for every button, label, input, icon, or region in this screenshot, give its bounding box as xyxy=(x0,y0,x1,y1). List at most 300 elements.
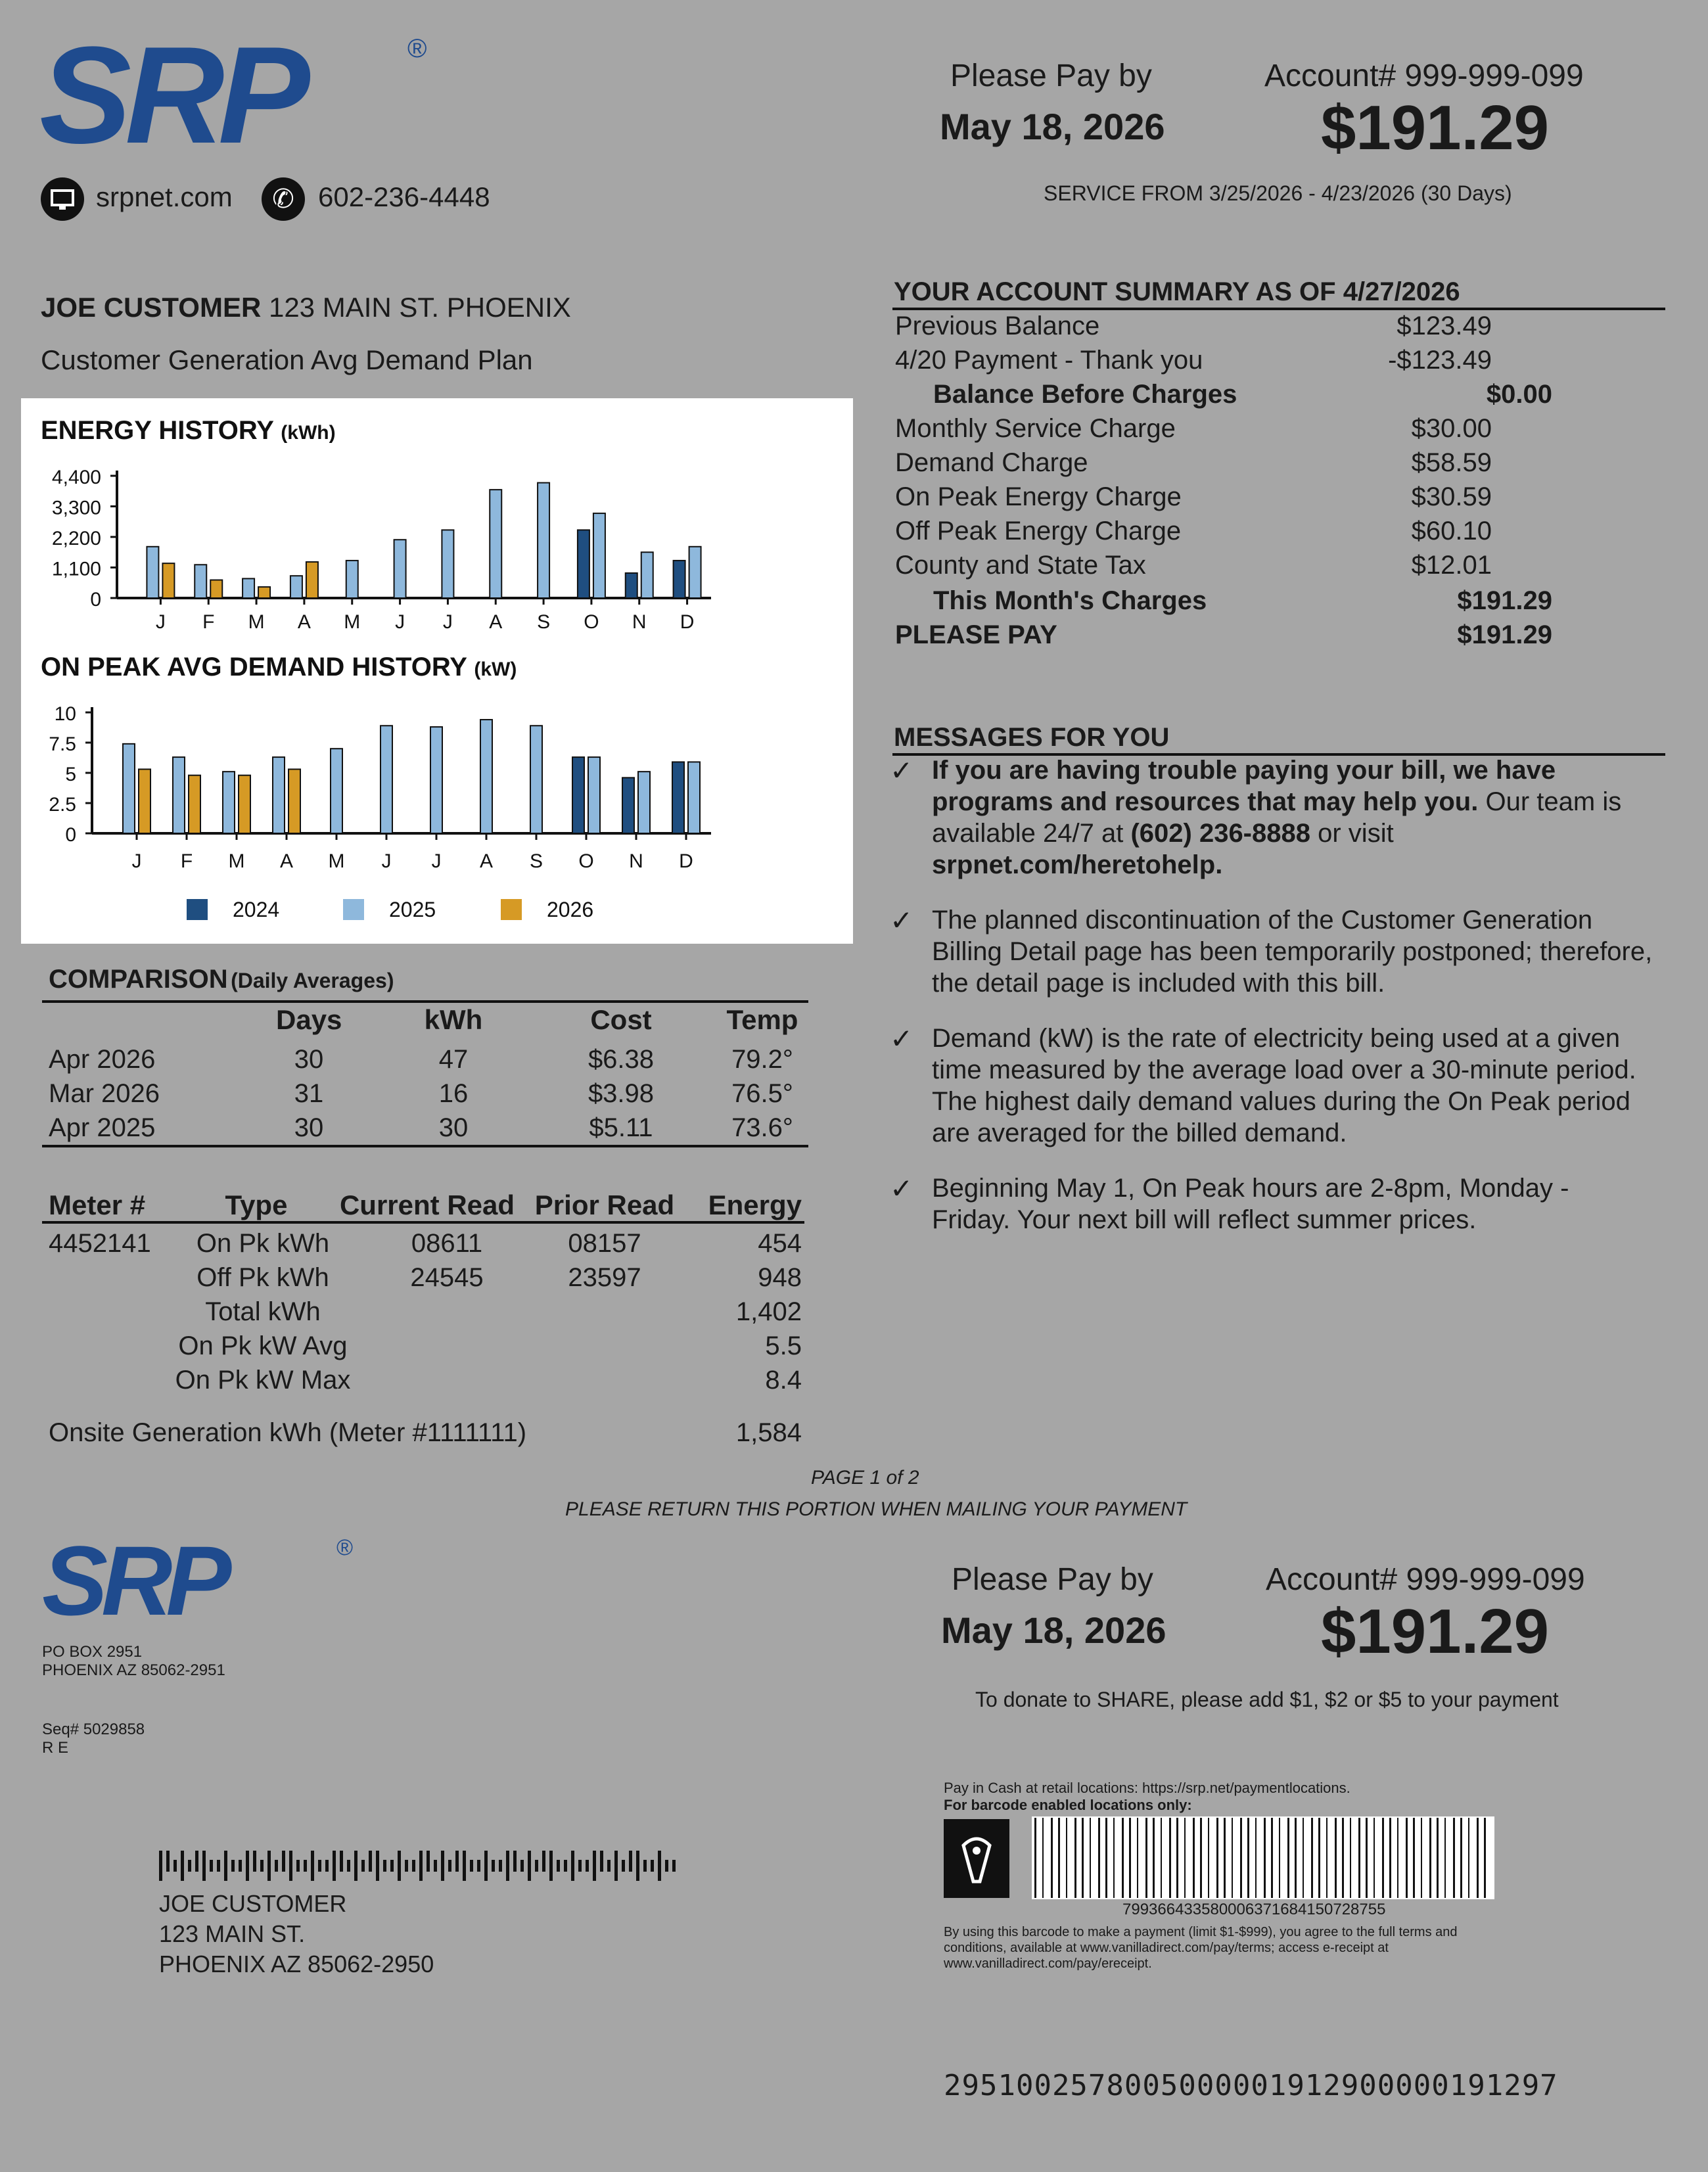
postal-bar xyxy=(173,1860,177,1872)
postal-bar xyxy=(665,1860,668,1872)
barcode-bar xyxy=(1342,1818,1344,1898)
summary-label: Previous Balance xyxy=(895,312,1100,340)
summary-value: -$123.49 xyxy=(1388,346,1492,375)
barcode-bar xyxy=(1389,1818,1391,1898)
barcode-bar xyxy=(1161,1818,1162,1898)
summary-label: PLEASE PAY xyxy=(895,620,1057,649)
comparison-top-rule xyxy=(42,1000,808,1003)
postal-bar xyxy=(542,1851,545,1872)
onsite-generation-label: Onsite Generation kWh (Meter #1111111) xyxy=(49,1418,527,1447)
barcode-bar xyxy=(1271,1818,1273,1898)
postal-bar xyxy=(513,1851,517,1872)
postal-bar xyxy=(253,1851,256,1872)
message-hardship-text: Our team is available 24/7 at xyxy=(932,787,1622,848)
summary-value: $0.00 xyxy=(1486,380,1552,409)
summary-rule xyxy=(892,308,1665,310)
barcode-bar xyxy=(1082,1818,1084,1898)
summary-value: $58.59 xyxy=(1411,448,1492,477)
postal-bar xyxy=(492,1860,495,1872)
comparison-cell: Mar 2026 xyxy=(49,1079,160,1108)
bar xyxy=(480,720,492,833)
check-icon: ✓ xyxy=(890,755,913,786)
meter-header: Prior Read xyxy=(534,1190,675,1220)
x-tick-label: J xyxy=(381,850,392,872)
check-icon: ✓ xyxy=(890,905,913,936)
ocr-scanline: 2951002578005000001912900000191297 xyxy=(944,2069,1558,2102)
comparison-cell: Apr 2025 xyxy=(49,1113,156,1142)
barcode-bar xyxy=(1066,1818,1067,1898)
postal-bar xyxy=(463,1851,466,1881)
postal-bar xyxy=(477,1860,480,1872)
barcode-bar xyxy=(1184,1818,1186,1898)
summary-label: 4/20 Payment - Thank you xyxy=(895,346,1203,375)
summary-value: $12.01 xyxy=(1411,551,1492,580)
summary-label: On Peak Energy Charge xyxy=(895,482,1182,511)
summary-value: $123.49 xyxy=(1396,312,1492,340)
postal-bar xyxy=(557,1860,560,1872)
comparison-cell: 47 xyxy=(438,1045,469,1074)
message-on-peak-hours: Beginning May 1, On Peak hours are 2-8pm, Monday - Friday. Your next bill will reflect summer prices. xyxy=(932,1174,1569,1234)
bar xyxy=(189,775,200,833)
barcode-bar xyxy=(1303,1818,1304,1898)
vanilla-logo xyxy=(944,1819,1009,1898)
chart-unit: (kWh) xyxy=(281,422,336,444)
bar xyxy=(490,490,501,598)
comparison-cell: 73.6° xyxy=(731,1113,793,1142)
y-tick-label: 5 xyxy=(65,764,76,785)
comparison-header: Temp xyxy=(726,1004,798,1035)
registered-mark-stub: ® xyxy=(336,1535,354,1560)
barcode-bar xyxy=(1421,1818,1422,1898)
comparison-subtitle: (Daily Averages) xyxy=(231,969,394,992)
message-hardship-or: or visit xyxy=(1318,819,1394,848)
meter-cell: On Pk kWh xyxy=(196,1229,330,1258)
postal-bar xyxy=(564,1860,567,1872)
barcode-bar xyxy=(1255,1818,1257,1898)
summary-value: $191.29 xyxy=(1457,620,1552,649)
x-tick-label: A xyxy=(479,850,494,872)
postal-bar xyxy=(412,1860,415,1872)
comparison-cell: $6.38 xyxy=(588,1045,655,1074)
barcode-bar xyxy=(1287,1818,1289,1898)
y-tick-label: 4,400 xyxy=(51,467,101,488)
bar xyxy=(622,777,634,833)
meter-cell: 948 xyxy=(758,1263,802,1292)
bar xyxy=(239,775,250,833)
y-tick-label: 2.5 xyxy=(49,794,76,816)
barcode-bar xyxy=(1350,1818,1351,1898)
postal-bar xyxy=(658,1851,661,1881)
x-tick-label: J xyxy=(131,850,142,872)
postal-bar xyxy=(246,1851,249,1881)
postal-bar xyxy=(578,1860,582,1872)
comparison-cell: 76.5° xyxy=(731,1079,793,1108)
postal-bar xyxy=(427,1851,430,1872)
postal-bar xyxy=(202,1851,206,1881)
postal-bar xyxy=(629,1851,632,1872)
barcode-bar xyxy=(1208,1818,1209,1898)
summary-label: County and State Tax xyxy=(895,551,1146,580)
barcode-bar xyxy=(1074,1818,1076,1898)
x-tick-label: N xyxy=(629,850,643,872)
amount-due: $191.29 xyxy=(1321,93,1550,163)
bar xyxy=(588,757,600,833)
chart-title: ENERGY HISTORY (kWh) xyxy=(41,416,336,445)
meter-header: Current Read xyxy=(339,1190,515,1220)
barcode-bar xyxy=(1279,1818,1280,1898)
legend-label: 2026 xyxy=(547,898,594,921)
bar xyxy=(123,744,135,833)
website-link[interactable]: srpnet.com xyxy=(96,181,233,212)
comparison-cell: 30 xyxy=(294,1045,324,1074)
legend-swatch xyxy=(187,899,208,920)
bar xyxy=(273,757,285,833)
comparison-title-line xyxy=(49,965,394,994)
legend-swatch xyxy=(343,899,364,920)
message-hardship-phone[interactable]: (602) 236-8888 xyxy=(1130,819,1310,848)
meter-header: Type xyxy=(225,1190,288,1220)
postal-bar xyxy=(304,1860,307,1872)
x-tick-label: O xyxy=(578,850,594,872)
registered-mark: ® xyxy=(407,34,427,63)
barcode-bar xyxy=(1326,1818,1327,1898)
legend-swatch xyxy=(501,899,522,920)
meter-header: Energy xyxy=(708,1190,802,1220)
stub-pay-by-label: Please Pay by xyxy=(952,1562,1153,1597)
postal-bar xyxy=(549,1851,553,1881)
postal-bar xyxy=(239,1860,242,1872)
barcode-bar xyxy=(1169,1818,1171,1898)
postal-bar xyxy=(318,1860,321,1872)
barcode-bar xyxy=(1240,1818,1242,1898)
barcode-bar xyxy=(1176,1818,1178,1898)
postal-bar xyxy=(499,1860,502,1872)
meter-cell: 1,402 xyxy=(735,1297,802,1326)
comparison-cell: $3.98 xyxy=(588,1079,655,1108)
postal-bar xyxy=(282,1851,285,1872)
pay-by-date: May 18, 2026 xyxy=(940,106,1165,147)
bar xyxy=(593,513,605,598)
bar xyxy=(139,769,150,833)
summary-label: Balance Before Charges xyxy=(933,380,1237,409)
postal-bar xyxy=(354,1851,358,1881)
payment-barcode-number: 799366433580006371684150728755 xyxy=(1122,1901,1386,1918)
customer-address: 123 MAIN ST. PHOENIX xyxy=(268,292,571,323)
check-icon: ✓ xyxy=(890,1173,913,1204)
x-tick-label: A xyxy=(279,850,294,872)
check-icon: ✓ xyxy=(890,1023,913,1054)
meter-rule xyxy=(42,1221,804,1224)
bar xyxy=(173,757,185,833)
x-tick-label: J xyxy=(155,611,166,633)
barcode-bar xyxy=(1224,1818,1226,1898)
barcode-bar xyxy=(1484,1818,1486,1898)
bar xyxy=(430,727,442,833)
bar xyxy=(195,565,206,598)
x-tick-label: S xyxy=(537,611,551,633)
meter-cell: 08611 xyxy=(411,1229,483,1258)
comparison-cell: 30 xyxy=(438,1113,469,1142)
barcode-enabled-note: For barcode enabled locations only: xyxy=(944,1797,1192,1813)
postal-bar xyxy=(506,1851,509,1881)
postal-bar xyxy=(455,1851,459,1872)
comparison-cell: Apr 2026 xyxy=(49,1045,156,1074)
postal-bar xyxy=(484,1851,488,1881)
bar xyxy=(346,561,358,598)
barcode-bar xyxy=(1311,1818,1313,1898)
postal-bar xyxy=(195,1851,198,1872)
postal-bar xyxy=(622,1860,625,1872)
barcode-bar xyxy=(1335,1818,1337,1898)
y-tick-label: 1,100 xyxy=(51,558,101,580)
postal-bar xyxy=(383,1860,386,1872)
summary-label: Monthly Service Charge xyxy=(895,414,1176,443)
bar xyxy=(638,772,650,833)
barcode-terms: By using this barcode to make a payment (limit $1-$999), you agree to the full terms and conditions, available at www.vanilladirect.com/pay/terms; access e-receipt at www.vanilladirect.com/pay/ereceipt. xyxy=(944,1925,1458,1971)
summary-value: $30.00 xyxy=(1411,414,1492,443)
summary-label: Off Peak Energy Charge xyxy=(895,517,1182,545)
barcode-bar xyxy=(1153,1818,1155,1898)
barcode-bar xyxy=(1098,1818,1100,1898)
postal-bar xyxy=(188,1860,191,1872)
barcode-bar xyxy=(1437,1818,1439,1898)
summary-label: Demand Charge xyxy=(895,448,1088,477)
mail-city: PHOENIX AZ 85062-2950 xyxy=(159,1951,434,1977)
postal-bar xyxy=(672,1860,676,1872)
y-tick-label: 3,300 xyxy=(51,497,101,519)
barcode-bar xyxy=(1358,1818,1360,1898)
x-tick-label: N xyxy=(632,611,647,633)
postal-bar xyxy=(333,1851,336,1881)
postal-bar xyxy=(398,1851,401,1881)
barcode-bar xyxy=(1413,1818,1415,1898)
y-tick-label: 0 xyxy=(65,824,76,846)
meter-cell: 23597 xyxy=(568,1263,641,1292)
barcode-bar xyxy=(1468,1818,1469,1898)
bar xyxy=(688,762,700,833)
payment-barcode xyxy=(1032,1816,1494,1899)
postal-bar xyxy=(210,1860,213,1872)
postal-bar xyxy=(651,1860,654,1872)
x-tick-label: M xyxy=(248,611,265,633)
message-billing-detail: The planned discontinuation of the Customer Generation Billing Detail page has been temporarily postponed; therefore, the detail page is included with this bill. xyxy=(932,906,1653,998)
legend-label: 2025 xyxy=(389,898,436,921)
comparison-header: Cost xyxy=(590,1004,652,1035)
phone-number[interactable]: 602-236-4448 xyxy=(318,181,490,212)
postal-bar xyxy=(231,1860,235,1872)
postal-bar xyxy=(311,1851,314,1881)
postal-bar xyxy=(600,1851,603,1872)
postal-bar xyxy=(267,1851,271,1881)
postal-bar xyxy=(224,1851,227,1881)
message-hardship-bold: If you are having trouble paying your bill, we have programs and resources that may help you. xyxy=(932,756,1556,816)
postal-bar xyxy=(325,1860,329,1872)
bar xyxy=(672,762,684,833)
stub-account-number: Account# 999-999-099 xyxy=(1266,1562,1585,1597)
rate-plan: Customer Generation Avg Demand Plan xyxy=(41,344,533,375)
seq-code: R E xyxy=(42,1739,69,1757)
srp-logo-stub: SRP xyxy=(42,1525,225,1636)
postal-bar xyxy=(289,1851,292,1881)
x-tick-label: A xyxy=(489,611,503,633)
barcode-bar xyxy=(1129,1818,1131,1898)
postal-bar xyxy=(448,1860,451,1872)
summary-value: $60.10 xyxy=(1411,517,1492,545)
postal-bar xyxy=(361,1860,365,1872)
barcode-bar xyxy=(1460,1818,1462,1898)
bar xyxy=(538,483,549,598)
meter-number: 4452141 xyxy=(49,1229,151,1258)
onsite-generation-value: 1,584 xyxy=(735,1418,802,1447)
postal-bar xyxy=(614,1851,618,1881)
barcode-bar xyxy=(1058,1818,1060,1898)
bar xyxy=(689,547,701,598)
comparison-cell: 30 xyxy=(294,1113,324,1142)
donate-note: To donate to SHARE, please add $1, $2 or $5 to your payment xyxy=(975,1688,1559,1711)
summary-title: YOUR ACCOUNT SUMMARY AS OF 4/27/2026 xyxy=(894,277,1460,306)
meter-cell: Off Pk kWh xyxy=(196,1263,329,1292)
postal-bar xyxy=(520,1860,524,1872)
seq-number: Seq# 5029858 xyxy=(42,1721,145,1738)
phone-icon: ✆ xyxy=(262,177,305,221)
bar xyxy=(258,587,270,598)
barcode-bar xyxy=(1397,1818,1398,1898)
postal-bar xyxy=(347,1860,350,1872)
postal-bar xyxy=(260,1860,264,1872)
x-tick-label: M xyxy=(328,850,345,872)
summary-label: This Month's Charges xyxy=(933,586,1207,615)
messages-title: MESSAGES FOR YOU xyxy=(894,723,1170,752)
postal-bar xyxy=(636,1851,639,1881)
x-tick-label: D xyxy=(679,850,693,872)
srp-logo: SRP xyxy=(39,18,304,172)
postal-bar xyxy=(217,1860,220,1872)
postal-bar xyxy=(275,1860,278,1872)
chart-unit: (kW) xyxy=(474,659,517,680)
bar xyxy=(674,561,685,598)
meter-cell: 8.4 xyxy=(765,1366,802,1395)
postal-bar xyxy=(181,1851,184,1881)
postal-bar xyxy=(296,1860,300,1872)
bar xyxy=(289,769,300,833)
barcode-bar xyxy=(1122,1818,1124,1898)
x-tick-label: J xyxy=(442,611,453,633)
postal-bar xyxy=(586,1860,589,1872)
meter-cell: 08157 xyxy=(568,1229,641,1258)
legend-label: 2024 xyxy=(233,898,280,921)
postal-bar xyxy=(441,1851,444,1881)
page-number: PAGE 1 of 2 xyxy=(811,1467,919,1489)
bar xyxy=(442,530,453,598)
meter-cell: On Pk kW Avg xyxy=(178,1331,348,1360)
postal-bar xyxy=(643,1860,647,1872)
postal-bar xyxy=(593,1851,596,1881)
barcode-bar xyxy=(1193,1818,1195,1898)
po-city: PHOENIX AZ 85062-2951 xyxy=(42,1661,225,1679)
y-tick-label: 7.5 xyxy=(49,733,76,755)
postal-bar xyxy=(535,1860,538,1872)
postal-bar xyxy=(470,1860,473,1872)
barcode-bar xyxy=(1232,1818,1233,1898)
bar xyxy=(147,547,158,598)
summary-value: $191.29 xyxy=(1457,586,1552,615)
barcode-bar xyxy=(1247,1818,1249,1898)
x-tick-label: O xyxy=(584,611,599,633)
meter-cell: 454 xyxy=(758,1229,802,1258)
postal-barcode xyxy=(159,1851,694,1881)
bar xyxy=(306,562,318,598)
barcode-bar xyxy=(1477,1818,1479,1898)
barcode-bar xyxy=(1264,1818,1266,1898)
return-note: PLEASE RETURN THIS PORTION WHEN MAILING YOUR PAYMENT xyxy=(565,1498,1188,1520)
bar xyxy=(626,573,637,598)
customer-line xyxy=(41,292,571,323)
barcode-bar xyxy=(1216,1818,1218,1898)
barcode-bar xyxy=(1105,1818,1107,1898)
chart-title: ON PEAK AVG DEMAND HISTORY (kW) xyxy=(41,653,517,682)
barcode-bar xyxy=(1051,1818,1053,1898)
bar xyxy=(290,576,302,598)
postal-bar xyxy=(166,1851,170,1872)
barcode-bar xyxy=(1090,1818,1091,1898)
history-charts xyxy=(21,398,853,944)
meter-header: Meter # xyxy=(49,1190,146,1220)
monitor-icon xyxy=(41,177,84,221)
barcode-bar xyxy=(1366,1818,1368,1898)
pay-by-label: Please Pay by xyxy=(950,58,1152,93)
barcode-bar xyxy=(1429,1818,1431,1898)
barcode-bar xyxy=(1113,1818,1115,1898)
x-tick-label: F xyxy=(180,850,193,872)
y-tick-label: 2,200 xyxy=(51,528,101,549)
stub-amount-due: $191.29 xyxy=(1321,1596,1550,1667)
x-tick-label: J xyxy=(395,611,405,633)
stub-pay-by-date: May 18, 2026 xyxy=(941,1609,1166,1651)
bar xyxy=(641,552,653,598)
bar xyxy=(162,563,174,598)
bar xyxy=(223,772,235,833)
meter-cell: Total kWh xyxy=(205,1297,321,1326)
bar xyxy=(572,757,584,833)
x-tick-label: F xyxy=(202,611,215,633)
x-tick-label: M xyxy=(228,850,245,872)
meter-cell: 5.5 xyxy=(765,1331,802,1360)
postal-bar xyxy=(390,1860,394,1872)
postal-bar xyxy=(571,1851,574,1881)
barcode-bar xyxy=(1318,1818,1320,1898)
mail-name: JOE CUSTOMER xyxy=(159,1890,347,1917)
postal-bar xyxy=(376,1851,379,1881)
service-period: SERVICE FROM 3/25/2026 - 4/23/2026 (30 Days) xyxy=(1044,181,1512,205)
customer-name: JOE CUSTOMER xyxy=(41,292,262,323)
bar xyxy=(394,540,406,598)
bar xyxy=(331,749,342,833)
bar xyxy=(242,578,254,598)
postal-bar xyxy=(607,1860,611,1872)
history-charts-panel xyxy=(21,398,853,944)
summary-value: $30.59 xyxy=(1411,482,1492,511)
bar xyxy=(530,726,542,833)
message-hardship-link[interactable]: srpnet.com/heretohelp. xyxy=(932,850,1223,879)
postal-bar xyxy=(419,1851,423,1881)
barcode-bar xyxy=(1406,1818,1408,1898)
postal-bar xyxy=(369,1851,372,1872)
comparison-cell: 79.2° xyxy=(731,1045,793,1074)
barcode-bar xyxy=(1373,1818,1375,1898)
bar xyxy=(381,726,392,833)
mail-street: 123 MAIN ST. xyxy=(159,1920,306,1947)
comparison-bottom-rule xyxy=(42,1145,808,1147)
